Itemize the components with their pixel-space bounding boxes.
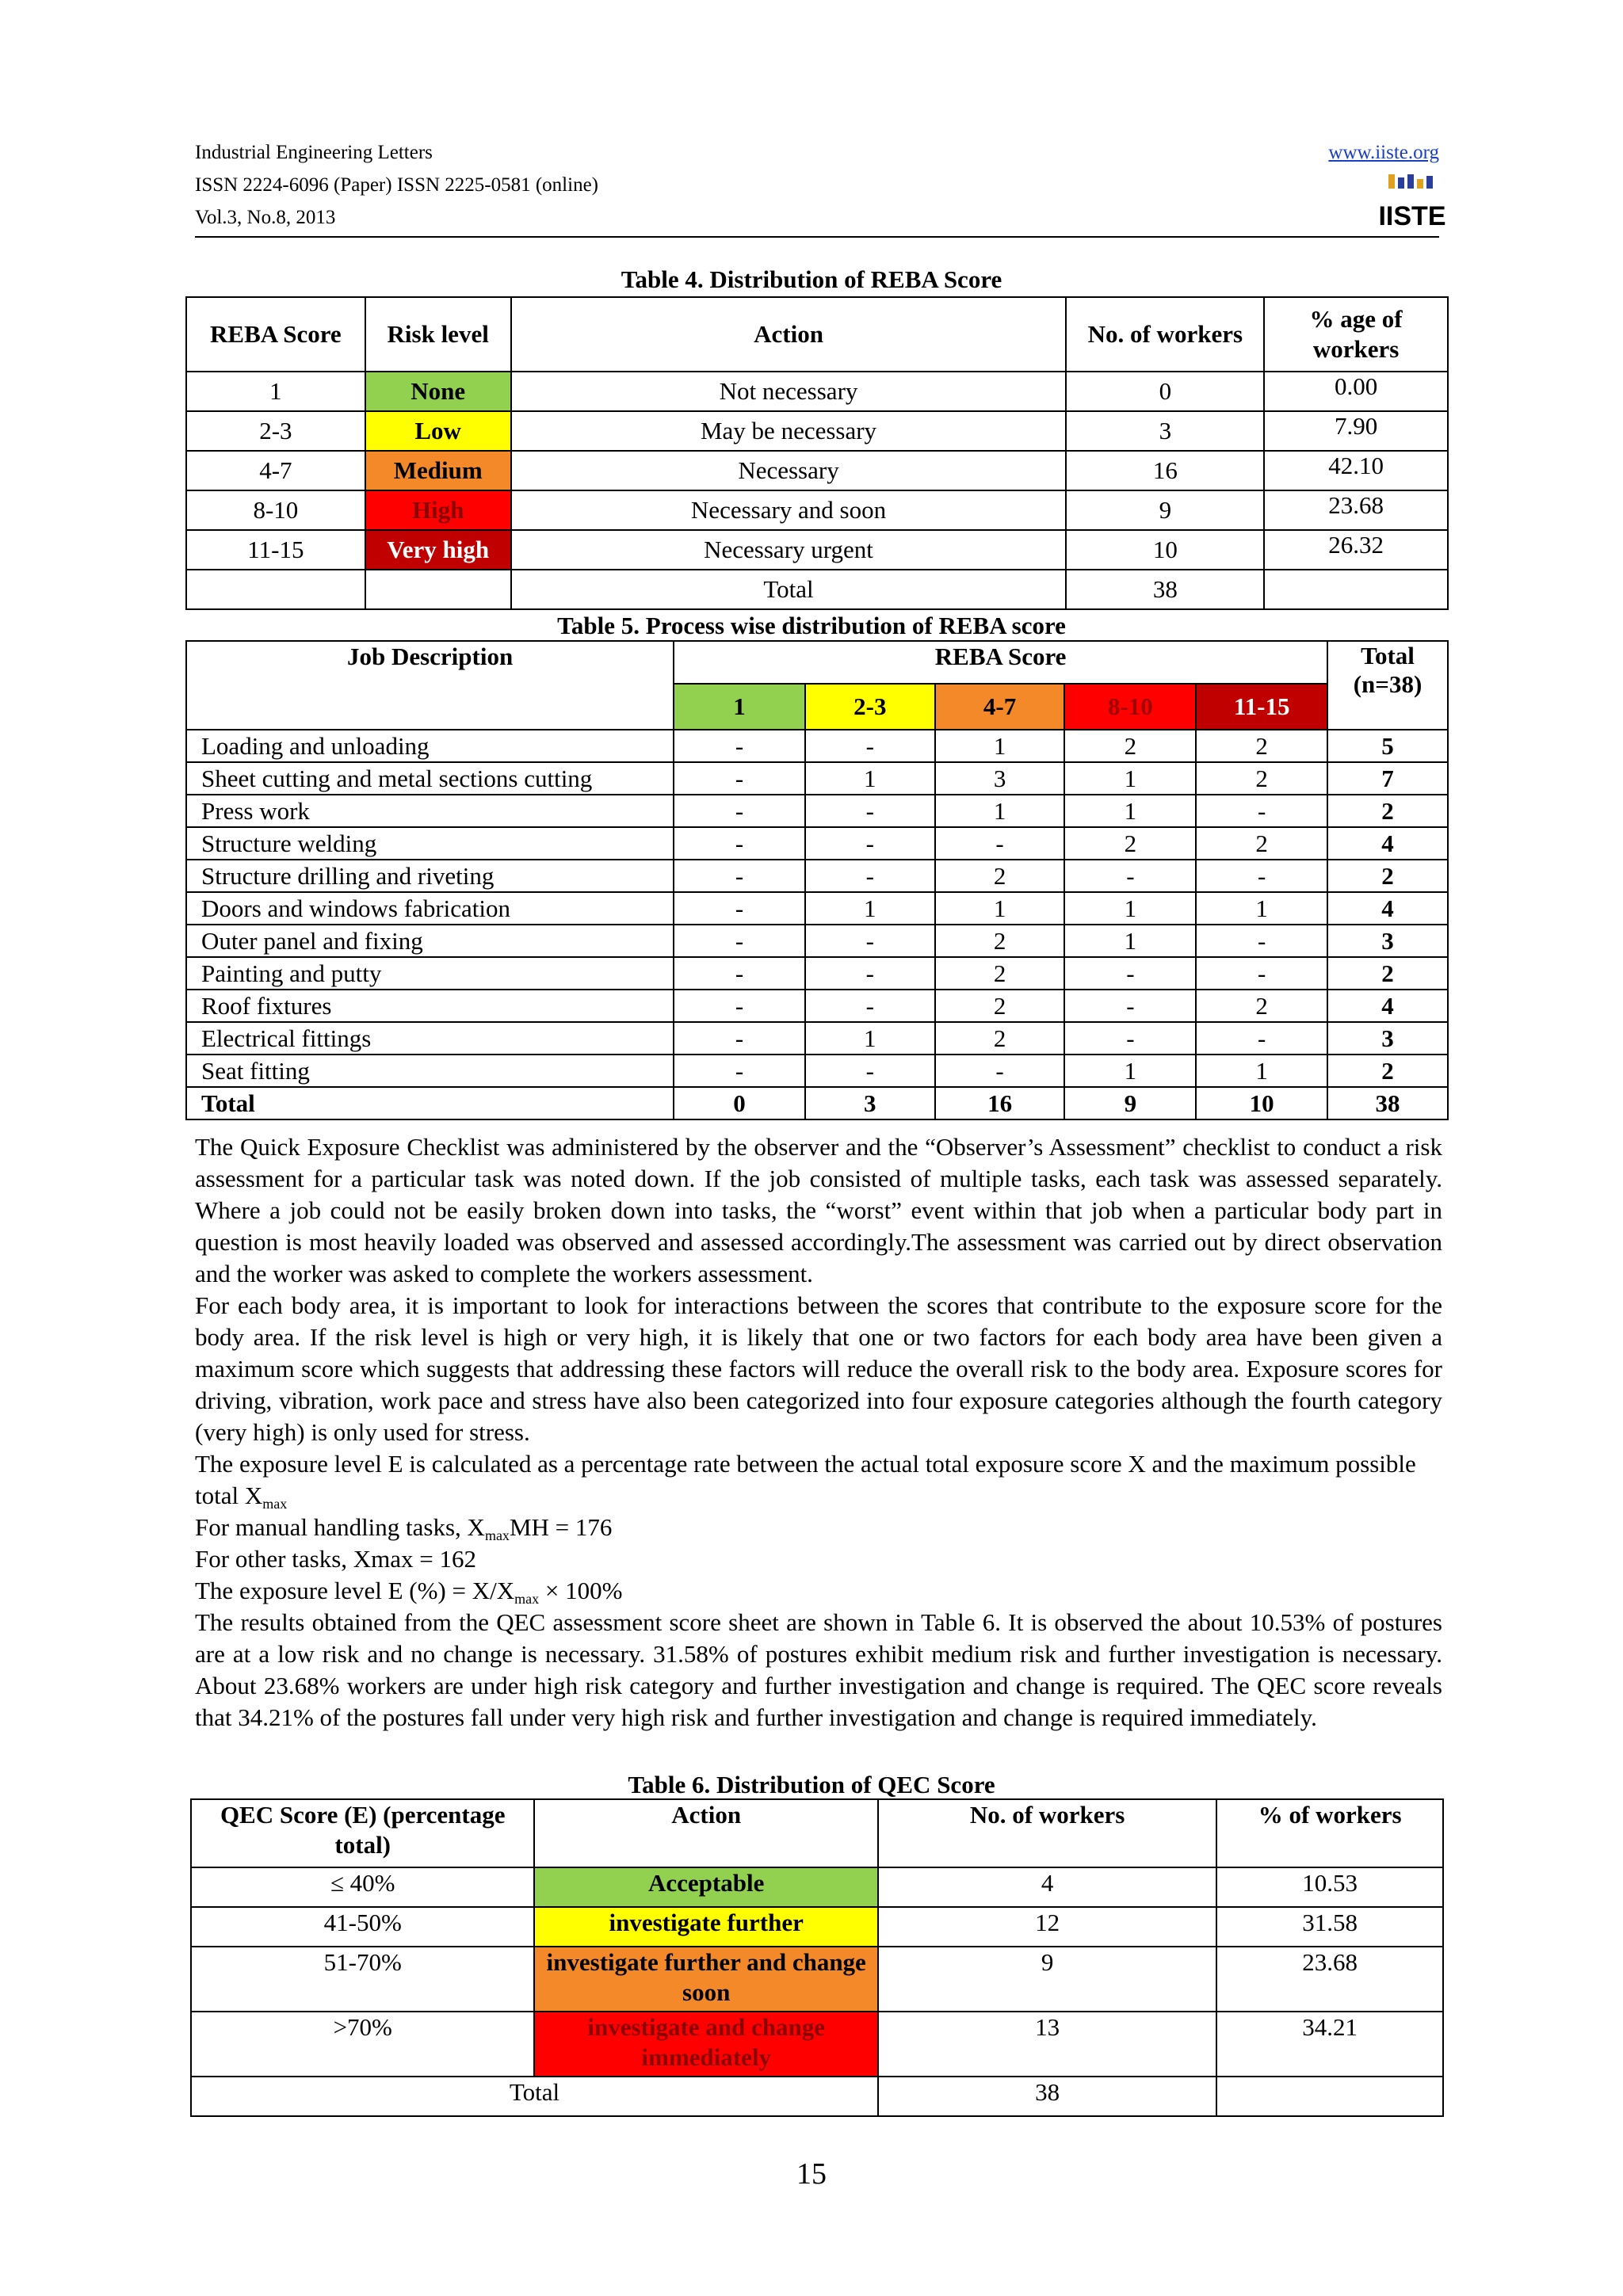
score-count-cell: - bbox=[674, 957, 805, 990]
job-description-cell: Electrical fittings bbox=[186, 1022, 674, 1055]
job-description-cell: Structure welding bbox=[186, 827, 674, 860]
workers-cell: 12 bbox=[878, 1907, 1216, 1947]
score-count-cell: 1 bbox=[1064, 892, 1196, 925]
score-category-header: 4-7 bbox=[935, 684, 1065, 730]
row-total-cell: 2 bbox=[1327, 1055, 1448, 1087]
score-count-cell: - bbox=[1064, 990, 1196, 1022]
score-count-cell: - bbox=[674, 795, 805, 827]
score-count-cell: 10 bbox=[1196, 1087, 1327, 1119]
header-divider bbox=[195, 236, 1439, 238]
job-description-cell: Structure drilling and riveting bbox=[186, 860, 674, 892]
journal-name: Industrial Engineering Letters bbox=[195, 142, 433, 163]
score-count-cell: - bbox=[935, 827, 1065, 860]
score-count-cell: - bbox=[805, 1055, 935, 1087]
job-description-cell: Doors and windows fabrication bbox=[186, 892, 674, 925]
score-count-cell: 2 bbox=[935, 925, 1065, 957]
formula-line: For other tasks, Xmax = 162 bbox=[195, 1545, 477, 1573]
score-category-header: 2-3 bbox=[805, 684, 935, 730]
score-count-cell: 1 bbox=[1064, 1055, 1196, 1087]
row-total-cell: 4 bbox=[1327, 827, 1448, 860]
body-text bbox=[195, 1131, 1442, 1733]
qec-score-cell: ≤ 40% bbox=[191, 1867, 534, 1907]
col-qec-score: QEC Score (E) (percentage total) bbox=[191, 1799, 534, 1867]
table-row bbox=[186, 1022, 1448, 1055]
table-row bbox=[186, 451, 1448, 490]
table-header-row bbox=[186, 297, 1448, 372]
table-row bbox=[191, 2012, 1443, 2077]
pct-cell: 0.00 bbox=[1264, 372, 1448, 411]
table-row bbox=[186, 827, 1448, 860]
score-count-cell: - bbox=[805, 990, 935, 1022]
row-total-cell: 3 bbox=[1327, 925, 1448, 957]
score-count-cell: 2 bbox=[1196, 762, 1327, 795]
score-count-cell: 2 bbox=[935, 860, 1065, 892]
journal-volume: Vol.3, No.8, 2013 bbox=[195, 207, 336, 228]
table-body bbox=[186, 730, 1448, 1119]
job-description-cell: Loading and unloading bbox=[186, 730, 674, 762]
empty-cell bbox=[365, 570, 511, 609]
col-job-description: Job Description bbox=[186, 641, 674, 730]
action-cell: Acceptable bbox=[534, 1867, 877, 1907]
score-count-cell: 1 bbox=[1064, 795, 1196, 827]
total-row bbox=[191, 2077, 1443, 2116]
reba-score-cell: 4-7 bbox=[186, 451, 365, 490]
qec-score-cell: >70% bbox=[191, 2012, 534, 2077]
col-reba-score: REBA Score bbox=[674, 641, 1327, 684]
total-label-cell: Total bbox=[511, 570, 1067, 609]
score-count-cell: 1 bbox=[1196, 892, 1327, 925]
table-body bbox=[191, 1867, 1443, 2116]
pct-cell: 26.32 bbox=[1264, 530, 1448, 570]
table-row bbox=[186, 411, 1448, 451]
table-row bbox=[186, 762, 1448, 795]
page-header bbox=[195, 136, 1446, 234]
reba-score-cell: 1 bbox=[186, 372, 365, 411]
score-count-cell: 9 bbox=[1064, 1087, 1196, 1119]
table-row bbox=[186, 530, 1448, 570]
score-count-cell: 1 bbox=[1196, 1055, 1327, 1087]
risk-level-cell: None bbox=[365, 372, 511, 411]
job-description-cell: Total bbox=[186, 1087, 674, 1119]
score-count-cell: - bbox=[674, 827, 805, 860]
score-count-cell: - bbox=[674, 1022, 805, 1055]
score-count-cell: - bbox=[1064, 1022, 1196, 1055]
total-workers-cell: 38 bbox=[878, 2077, 1216, 2116]
row-total-cell: 2 bbox=[1327, 795, 1448, 827]
score-count-cell: - bbox=[674, 1055, 805, 1087]
total-label-cell: Total bbox=[191, 2077, 878, 2116]
workers-cell: 9 bbox=[1066, 490, 1264, 530]
table-row bbox=[191, 1907, 1443, 1947]
table4-caption: Table 4. Distribution of REBA Score bbox=[621, 265, 1002, 293]
workers-cell: 16 bbox=[1066, 451, 1264, 490]
reba-score-cell: 8-10 bbox=[186, 490, 365, 530]
score-count-cell: - bbox=[1196, 860, 1327, 892]
risk-level-cell: Low bbox=[365, 411, 511, 451]
job-description-cell: Roof fixtures bbox=[186, 990, 674, 1022]
col-total: Total (n=38) bbox=[1327, 641, 1448, 730]
pct-cell: 7.90 bbox=[1264, 411, 1448, 451]
workers-cell: 0 bbox=[1066, 372, 1264, 411]
score-count-cell: - bbox=[805, 925, 935, 957]
job-description-cell: Painting and putty bbox=[186, 957, 674, 990]
formula-line: For manual handling tasks, $X_{max}MH = 176$ bbox=[195, 1513, 613, 1543]
col-reba-score: REBA Score bbox=[186, 297, 365, 372]
score-count-cell: - bbox=[805, 795, 935, 827]
col-action: Action bbox=[511, 297, 1067, 372]
journal-info bbox=[195, 136, 1439, 234]
risk-level-cell: Medium bbox=[365, 451, 511, 490]
pct-cell: 42.10 bbox=[1264, 451, 1448, 490]
paragraph: The results obtained from the QEC assessment score sheet are shown in Table 6. It is observed the about 10.53% of postures are at a low risk and no change is necessary. 31.58% of postures exhibit medium risk and further investigation is necessary. About 23.68% workers are under high risk category and further investigation and change is required. The QEC score reveals that 34.21% of the postures fall under very high risk and further investigation and change is required immediately. bbox=[195, 1608, 1442, 1731]
paragraph: For each body area, it is important to look for interactions between the scores that contribute to the exposure score for the body area. If the risk level is high or very high, it is likely that one or two factors for each body area have been given a maximum score which suggests that addressing these factors will reduce the overall risk to the body area. Exposure scores for driving, vibration, work pace and stress have also been categorized into four exposure categories although the fourth category (very high) is only used for stress. bbox=[195, 1291, 1442, 1446]
score-count-cell: 16 bbox=[935, 1087, 1065, 1119]
table-row bbox=[186, 990, 1448, 1022]
pct-cell: 23.68 bbox=[1216, 1947, 1443, 2012]
workers-cell: 9 bbox=[878, 1947, 1216, 2012]
action-cell: May be necessary bbox=[511, 411, 1067, 451]
score-count-cell: - bbox=[1196, 925, 1327, 957]
score-count-cell: - bbox=[674, 860, 805, 892]
col-action: Action bbox=[534, 1799, 877, 1867]
table-body bbox=[186, 372, 1448, 609]
score-count-cell: - bbox=[1196, 957, 1327, 990]
row-total-cell: 4 bbox=[1327, 990, 1448, 1022]
table-row bbox=[186, 490, 1448, 530]
score-count-cell: - bbox=[674, 762, 805, 795]
risk-level-cell: Very high bbox=[365, 530, 511, 570]
score-count-cell: - bbox=[935, 1055, 1065, 1087]
score-count-cell: 1 bbox=[805, 1022, 935, 1055]
row-total-cell: 38 bbox=[1327, 1087, 1448, 1119]
reba-distribution-table bbox=[185, 296, 1449, 610]
score-count-cell: 1 bbox=[935, 730, 1065, 762]
table-row bbox=[191, 1867, 1443, 1907]
risk-level-cell: High bbox=[365, 490, 511, 530]
reba-score-cell: 11-15 bbox=[186, 530, 365, 570]
col-risk-level: Risk level bbox=[365, 297, 511, 372]
score-count-cell: - bbox=[1064, 860, 1196, 892]
pct-cell: 10.53 bbox=[1216, 1867, 1443, 1907]
table-header-row bbox=[186, 641, 1448, 684]
score-count-cell: 1 bbox=[805, 762, 935, 795]
score-count-cell: 2 bbox=[1196, 827, 1327, 860]
action-cell: Necessary urgent bbox=[511, 530, 1067, 570]
empty-cell bbox=[1264, 570, 1448, 609]
row-total-cell: 5 bbox=[1327, 730, 1448, 762]
score-count-cell: 1 bbox=[1064, 925, 1196, 957]
total-workers-cell: 38 bbox=[1066, 570, 1264, 609]
score-category-header: 1 bbox=[674, 684, 805, 730]
total-row bbox=[186, 570, 1448, 609]
col-pct-workers: % of workers bbox=[1216, 1799, 1443, 1867]
pct-cell: 34.21 bbox=[1216, 2012, 1443, 2077]
col-no-workers: No. of workers bbox=[878, 1799, 1216, 1867]
row-total-cell: 2 bbox=[1327, 860, 1448, 892]
table-row bbox=[186, 1055, 1448, 1087]
score-count-cell: 1 bbox=[935, 892, 1065, 925]
score-count-cell: - bbox=[805, 957, 935, 990]
table-row bbox=[186, 372, 1448, 411]
page-number: 15 bbox=[796, 2157, 827, 2191]
table-row bbox=[186, 795, 1448, 827]
table5-caption: Table 5. Process wise distribution of REBA score bbox=[557, 612, 1066, 639]
score-count-cell: - bbox=[1196, 795, 1327, 827]
table-row bbox=[186, 730, 1448, 762]
job-description-cell: Press work bbox=[186, 795, 674, 827]
score-count-cell: 2 bbox=[935, 957, 1065, 990]
journal-issn: ISSN 2224-6096 (Paper) ISSN 2225-0581 (online) bbox=[195, 174, 598, 196]
score-count-cell: 3 bbox=[805, 1087, 935, 1119]
table6-caption: Table 6. Distribution of QEC Score bbox=[628, 1771, 995, 1798]
score-count-cell: 3 bbox=[935, 762, 1065, 795]
col-no-workers: No. of workers bbox=[1066, 297, 1264, 372]
score-count-cell: 1 bbox=[805, 892, 935, 925]
score-count-cell: 0 bbox=[674, 1087, 805, 1119]
job-description-cell: Seat fitting bbox=[186, 1055, 674, 1087]
score-category-header: 8-10 bbox=[1064, 684, 1196, 730]
paragraph: The Quick Exposure Checklist was administered by the observer and the “Observer’s Assessment” checklist to conduct a risk assessment for a particular task was noted down. If the job consisted of multiple tasks, each task was assessed separately. Where a job could not be easily broken down into tasks, the “worst” event within that job when a particular body part in question is most heavily loaded was observed and assessed accordingly.The assessment was carried out by direct observation and the worker was asked to complete the workers assessment. bbox=[195, 1133, 1442, 1287]
row-total-cell: 7 bbox=[1327, 762, 1448, 795]
reba-score-cell: 2-3 bbox=[186, 411, 365, 451]
qec-distribution-table bbox=[190, 1798, 1444, 2117]
col-pct-workers: % age of workers bbox=[1264, 297, 1448, 372]
score-count-cell: 2 bbox=[1196, 990, 1327, 1022]
paragraph: The exposure level E is calculated as a percentage rate between the actual total exposure score X and the maximum possible total $X_{max}$ bbox=[195, 1450, 1416, 1512]
row-total-cell: 2 bbox=[1327, 957, 1448, 990]
website-link[interactable]: www.iiste.org bbox=[1328, 142, 1439, 163]
score-count-cell: - bbox=[674, 990, 805, 1022]
formula-line: The exposure level E (%) = $X/X_{max} \times 100\%$ bbox=[195, 1577, 623, 1607]
action-cell: Necessary bbox=[511, 451, 1067, 490]
svg-text:IISTE: IISTE bbox=[1378, 201, 1446, 231]
action-cell: Not necessary bbox=[511, 372, 1067, 411]
score-count-cell: - bbox=[674, 730, 805, 762]
score-count-cell: 1 bbox=[1064, 762, 1196, 795]
score-count-cell: 2 bbox=[1064, 827, 1196, 860]
action-cell: investigate further bbox=[534, 1907, 877, 1947]
score-count-cell: 2 bbox=[1064, 730, 1196, 762]
pct-cell: 23.68 bbox=[1264, 490, 1448, 530]
qec-score-cell: 41-50% bbox=[191, 1907, 534, 1947]
qec-score-cell: 51-70% bbox=[191, 1947, 534, 2012]
table-header-row bbox=[191, 1799, 1443, 1867]
workers-cell: 4 bbox=[878, 1867, 1216, 1907]
score-count-cell: - bbox=[1196, 1022, 1327, 1055]
row-total-cell: 3 bbox=[1327, 1022, 1448, 1055]
iiste-logo-icon bbox=[1378, 173, 1446, 231]
score-count-cell: - bbox=[805, 860, 935, 892]
table-row bbox=[186, 892, 1448, 925]
workers-cell: 10 bbox=[1066, 530, 1264, 570]
empty-cell bbox=[1216, 2077, 1443, 2116]
score-count-cell: - bbox=[1064, 957, 1196, 990]
job-description-cell: Outer panel and fixing bbox=[186, 925, 674, 957]
table-row bbox=[191, 1947, 1443, 2012]
score-count-cell: - bbox=[805, 730, 935, 762]
score-count-cell: - bbox=[674, 892, 805, 925]
action-cell: investigate further and change soon bbox=[534, 1947, 877, 2012]
score-count-cell: 2 bbox=[935, 1022, 1065, 1055]
score-category-header: 11-15 bbox=[1196, 684, 1327, 730]
score-count-cell: 2 bbox=[1196, 730, 1327, 762]
score-count-cell: - bbox=[674, 925, 805, 957]
table-row bbox=[186, 860, 1448, 892]
workers-cell: 13 bbox=[878, 2012, 1216, 2077]
job-description-cell: Sheet cutting and metal sections cutting bbox=[186, 762, 674, 795]
total-row bbox=[186, 1087, 1448, 1119]
table-row bbox=[186, 957, 1448, 990]
action-cell: Necessary and soon bbox=[511, 490, 1067, 530]
process-reba-table bbox=[185, 640, 1449, 1120]
action-cell: investigate and change immediately bbox=[534, 2012, 877, 2077]
workers-cell: 3 bbox=[1066, 411, 1264, 451]
score-count-cell: - bbox=[805, 827, 935, 860]
table-row bbox=[186, 925, 1448, 957]
empty-cell bbox=[186, 570, 365, 609]
row-total-cell: 4 bbox=[1327, 892, 1448, 925]
pct-cell: 31.58 bbox=[1216, 1907, 1443, 1947]
score-count-cell: 2 bbox=[935, 990, 1065, 1022]
score-count-cell: 1 bbox=[935, 795, 1065, 827]
